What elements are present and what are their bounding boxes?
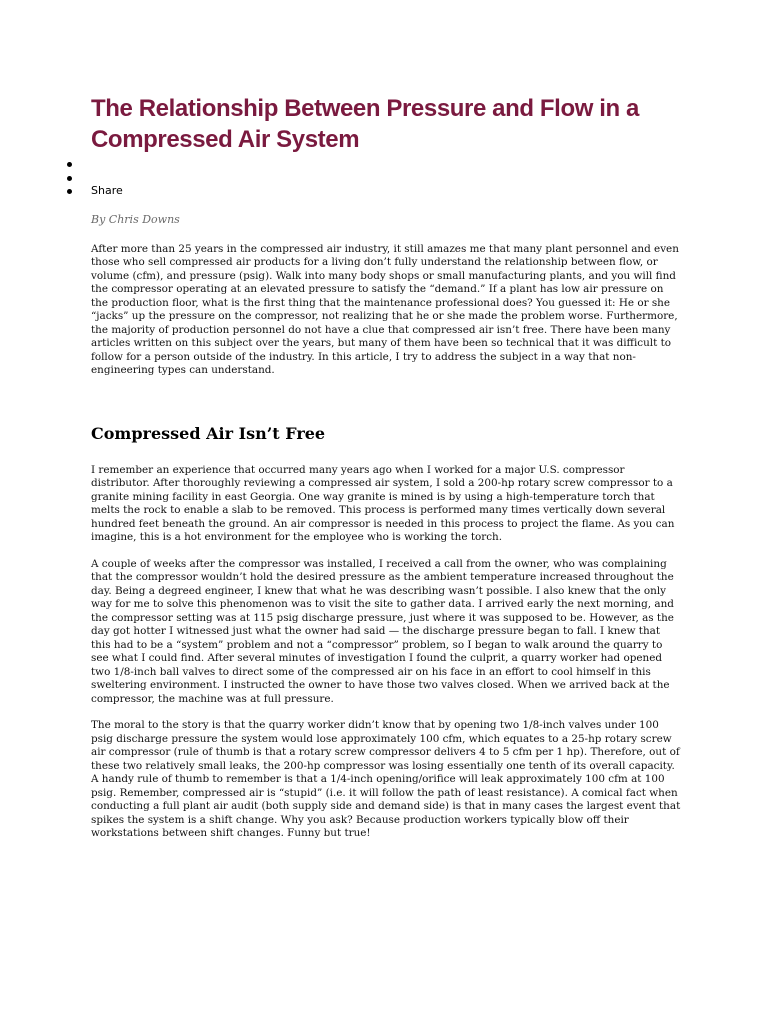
author-byline: By Chris Downs [91, 212, 180, 226]
section-paragraph: The moral to the story is that the quarry worker didn’t know that by opening two 1/8-inch valves under 100 psig discharge pressure the system would lose approximately 100 cfm, which equates to a 25-hp rotary screw air compressor (rule of thumb is that a rotary screw compressor delivers 4 to 5 cfm per 1 hp). Therefore, out of these two relatively small leaks, the 200-hp compressor was losing essentially one tenth of its overall capacity. A handy rule of thumb to remember is that a 1/4-inch opening/orifice will leak approximately 100 cfm at 100 psig. Remember, compressed air is “stupid” (i.e. it will follow the path of least resistance). A comical fact when conducting a full plant air audit (both supply side and demand side) is that in many cases the largest event that spikes the system is a shift change. Why you ask? Because production workers typically blow off their workstations between shift changes. Funny but true! [91, 719, 681, 839]
article-title: The Relationship Between Pressure and Flow in a Compressed Air System [91, 95, 639, 153]
section-paragraph: A couple of weeks after the compressor was installed, I received a call from the owner, who was complaining that the compressor wouldn’t hold the desired pressure as the ambient temperature increased throughout the day. Being a degreed engineer, I knew that what he was describing wasn’t possible. I also knew that the only way for me to solve this phenomenon was to visit the site to gather data. I arrived early the next morning, and the compressor setting was at 115 psig discharge pressure, just where it was supposed to be. However, as the day got hotter I witnessed just what the owner had said — the discharge pressure began to fall. I knew that this had to be a “system” problem and not a “compressor” problem, so I began to walk around the quarry to see what I could find. After several minutes of investigation I found the culprit, a quarry worker had opened two 1/8-inch ball valves to direct some of the compressed air on his face in an effort to cool himself in this sweltering environment. I instructed the owner to have those two valves closed. When we arrived back at the compressor, the machine was at full pressure. [91, 557, 674, 705]
share-list [91, 157, 681, 198]
share-list-item[interactable] [91, 157, 681, 171]
section-heading: Compressed Air Isn’t Free [91, 423, 326, 443]
section-paragraph: I remember an experience that occurred many years ago when I worked for a major U.S. compressor distributor. After thoroughly reviewing a compressed air system, I sold a 200-hp rotary screw compressor to a granite mining facility in east Georgia. One way granite is mined is by using a high-temperature torch that melts the rock to enable a slab to be removed. This process is performed many times vertically down several hundred feet beneath the ground. An air compressor is needed in this process to project the flame. As you can imagine, this is a hot environment for the employee who is working the torch. [91, 463, 675, 543]
article [91, 93, 681, 841]
share-list-item[interactable] [91, 171, 681, 185]
intro-paragraph: After more than 25 years in the compressed air industry, it still amazes me that many plant personnel and even those who sell compressed air products for a living don’t fully understand the relationship between flow, or volume (cfm), and pressure (psig). Walk into many body shops or small manufacturing plants, and you will find the compressor operating at an elevated pressure to satisfy the “demand.” If a plant has low air pressure on the production floor, what is the first thing that the maintenance professional does? You guessed it: He or she “jacks” up the pressure on the compressor, not realizing that he or she made the problem worse. Furthermore, the majority of production personnel do not have a clue that compressed air isn’t free. There have been many articles written on this subject over the years, but many of them have been so technical that it was difficult to follow for a person outside of the industry. In this article, I try to address the subject in a way that non-engineering types can understand. [91, 242, 679, 376]
share-link[interactable]: Share [91, 184, 681, 198]
